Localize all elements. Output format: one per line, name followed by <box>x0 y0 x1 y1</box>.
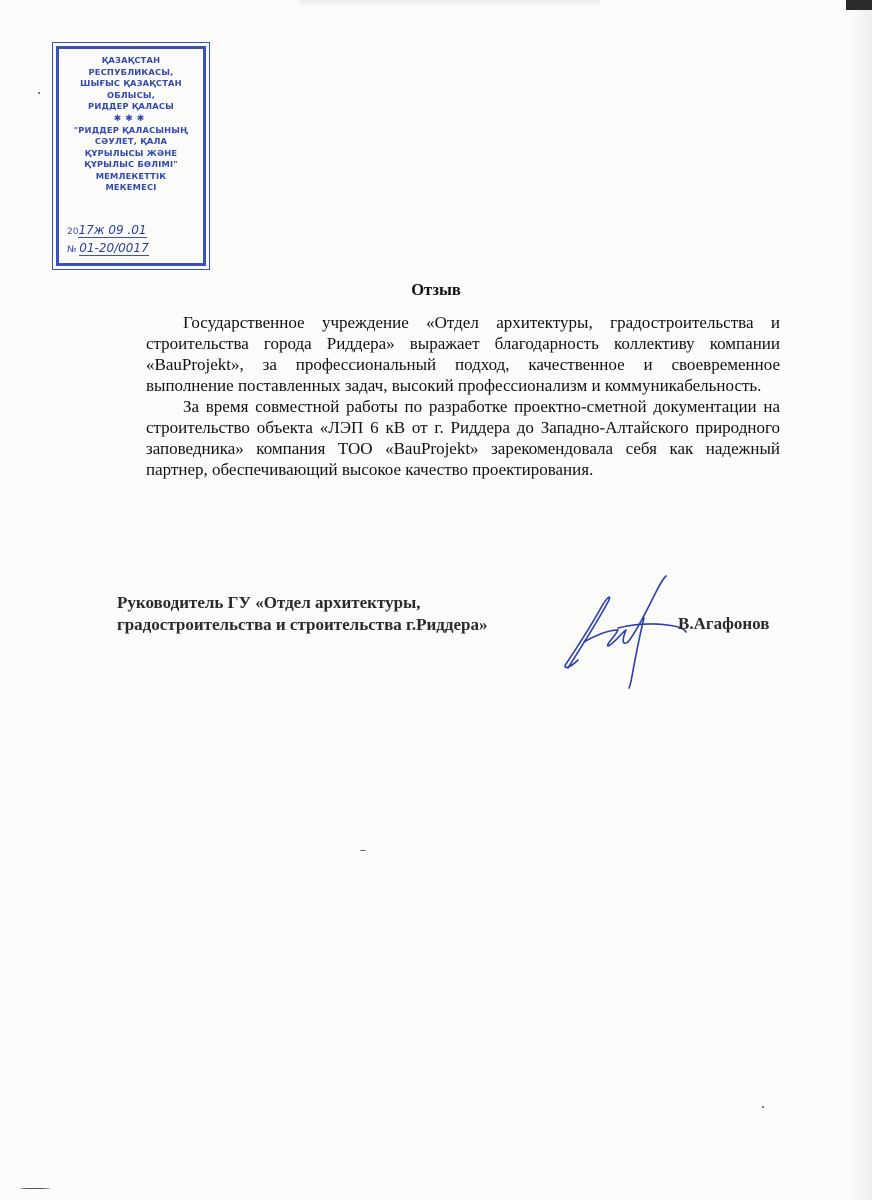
scan-speck <box>360 850 366 851</box>
handwritten-signature <box>548 572 698 692</box>
scan-speck <box>38 92 40 94</box>
stamp-stars: ✱✱✱ <box>113 113 149 124</box>
stamp-line: ОБЛЫСЫ, <box>106 89 156 100</box>
stamp-text <box>59 49 203 194</box>
signer-name: В.Агафонов <box>678 614 770 633</box>
stamp-line: ҚАЗАҚСТАН <box>101 55 161 65</box>
official-stamp <box>56 46 206 266</box>
scan-corner-mark <box>846 0 872 10</box>
stamp-line: ШЫҒЫС ҚАЗАҚСТАН <box>80 78 182 88</box>
stamp-date-row <box>67 223 197 238</box>
scan-speck <box>20 1188 50 1189</box>
stamp-line: СӘУЛЕТ, ҚАЛА <box>94 136 168 146</box>
stamp-line: РИДДЕР ҚАЛАСЫ <box>88 101 174 111</box>
stamp-number-prefix: № <box>67 245 77 255</box>
scan-speck <box>762 1106 764 1108</box>
position-line: Руководитель ГУ «Отдел архитектуры, <box>117 593 421 612</box>
stamp-line: ҚҰРЫЛЫСЫ ЖӘНЕ <box>84 147 178 158</box>
position-line: градостроительства и строительства г.Риддера» <box>117 615 488 634</box>
stamp-line: МЕМЛЕКЕТТІК <box>95 170 167 181</box>
stamp-line: ҚҰРЫЛЫС БӨЛІМІ" <box>84 159 178 169</box>
stamp-number-handwritten: 01-20/0017 <box>79 241 149 255</box>
scan-edge-shadow <box>848 0 872 1200</box>
stamp-date-handwritten: 17ж 09 .01 <box>78 223 147 237</box>
stamp-line: МЕКЕМЕСІ <box>105 182 157 192</box>
scan-top-shadow <box>300 0 600 6</box>
stamp-line: "РИДДЕР ҚАЛАСЫНЫҢ <box>73 124 189 135</box>
body-paragraph: Государственное учреждение «Отдел архитектуры, градостроительства и строительства города Риддера» выражает благодарность коллективу компании «BauProjekt», за профессиональный подход, качественное и своевременное выполнение поставленных задач, высокий профессионализм и коммуникабельность. <box>146 313 780 395</box>
stamp-date-prefix: 20 <box>67 227 79 237</box>
document-title: Отзыв <box>411 280 461 299</box>
document-body <box>146 312 780 480</box>
signature-position <box>117 592 597 636</box>
stamp-line: РЕСПУБЛИКАСЫ, <box>88 66 174 77</box>
stamp-number-row <box>67 241 197 256</box>
body-paragraph: За время совместной работы по разработке проектно-сметной документации на строительство объекта «ЛЭП 6 кВ от г. Риддера до Западно-Алтайского природного заповедника» компания ТОО «BauProjekt» зарекомендовала себя как надежный партнер, обеспечивающий высокое качество проектирования. <box>146 397 780 479</box>
